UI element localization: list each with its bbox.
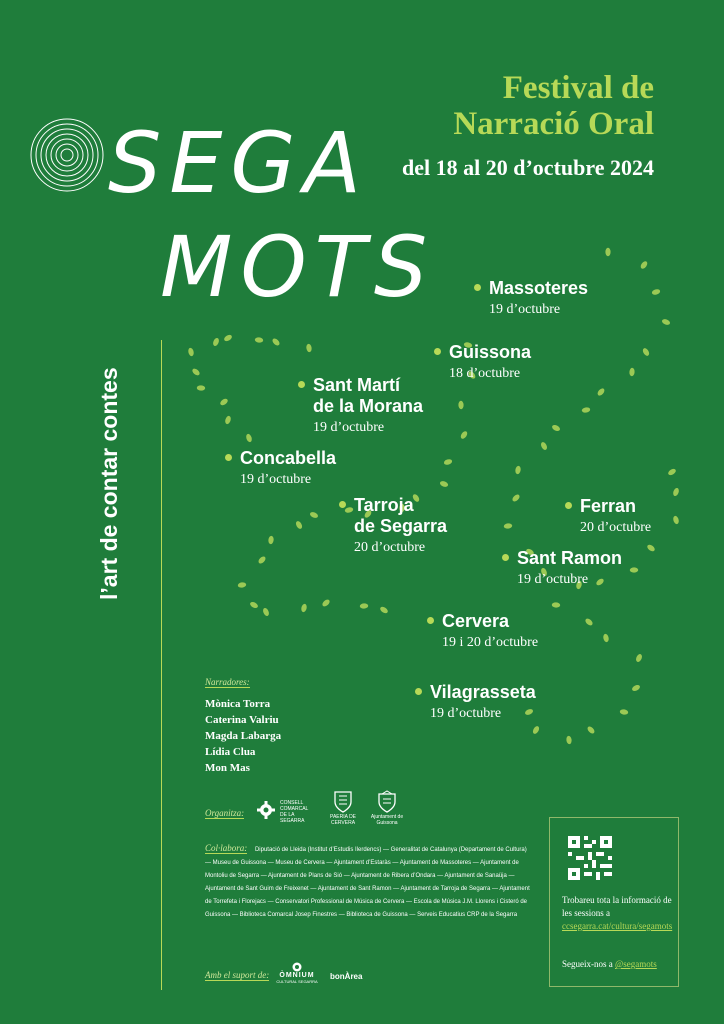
- location-massoteres: [489, 278, 588, 319]
- collaborators: [205, 842, 530, 922]
- qr-code-icon[interactable]: [568, 836, 612, 880]
- footprint: [515, 465, 522, 474]
- location-name: Sant Martí: [313, 375, 401, 395]
- location-sant-marti: [313, 375, 423, 437]
- location-dot: [225, 454, 232, 461]
- org-paeria-cervera: [323, 790, 363, 826]
- shield-logo-icon: [333, 790, 353, 814]
- follow-text: Segueix-nos a: [562, 959, 613, 969]
- festival-title-line1: Festival de: [502, 70, 654, 106]
- location-date: 20 d’octubre: [354, 540, 426, 555]
- location-date: 18 d’octubre: [449, 366, 521, 381]
- footprint: [459, 430, 468, 440]
- footprint: [257, 555, 267, 565]
- footprint: [639, 260, 648, 270]
- footprint: [566, 736, 572, 745]
- footprint: [511, 493, 521, 503]
- footprint: [237, 582, 246, 588]
- location-name: Tarroja: [354, 495, 414, 515]
- footprint: [586, 725, 596, 735]
- footprint: [552, 602, 561, 608]
- footprint: [584, 617, 594, 626]
- footprint: [642, 347, 651, 357]
- location-date: 19 d’octubre: [430, 706, 502, 721]
- footprint: [667, 468, 677, 477]
- footprint: [603, 633, 610, 642]
- footprint: [301, 603, 308, 612]
- location-date: 19 d’octubre: [240, 472, 312, 487]
- location-date: 19 d’octubre: [489, 302, 561, 317]
- omnium-logo-icon: [292, 962, 302, 972]
- shield-logo-icon: [377, 790, 397, 814]
- narrador-name: Mònica Torra: [205, 698, 271, 710]
- location-vilagrasseta: [430, 682, 536, 723]
- info-link[interactable]: ccsegarra.cat/cultura/segamots: [562, 921, 673, 931]
- footprint: [630, 567, 638, 572]
- footprint: [212, 337, 220, 347]
- footprint: [262, 607, 270, 617]
- info-text: Trobareu tota la informació de les sessions a: [562, 895, 672, 918]
- footprint: [191, 367, 201, 376]
- footprint: [629, 368, 635, 377]
- location-dot: [565, 502, 572, 509]
- footprint: [651, 288, 661, 295]
- footprint: [306, 343, 312, 352]
- social-handle-link[interactable]: @segamots: [615, 959, 657, 969]
- location-cervera: [442, 611, 538, 652]
- location-name: Ferran: [580, 496, 637, 516]
- omnium-name: ÒMNIUM: [279, 972, 315, 979]
- festival-dates: del 18 al 20 d’octubre 2024: [402, 155, 654, 180]
- location-name: Vilagrasseta: [430, 682, 536, 702]
- footprint: [321, 598, 331, 607]
- footprint: [245, 433, 253, 443]
- footprint: [360, 603, 369, 609]
- footprint: [249, 601, 259, 610]
- footprint: [439, 480, 449, 488]
- location-ferran: [580, 496, 651, 537]
- organitza-label: Organitza:: [205, 808, 245, 818]
- footprint: [619, 709, 628, 715]
- footprint: [224, 415, 232, 425]
- org-ajuntament-guissona: [369, 790, 405, 826]
- narradores-label: Narradores:: [205, 677, 250, 687]
- footprint: [344, 507, 353, 514]
- footprint: [635, 653, 643, 663]
- footprint: [197, 385, 206, 390]
- narrador-name: Caterina Valriu: [205, 714, 279, 726]
- location-date: 20 d’octubre: [580, 520, 652, 535]
- location-sant-ramon: [517, 548, 622, 589]
- location-tarroja: [354, 495, 447, 557]
- footprint: [268, 535, 274, 544]
- location-date: 19 d’octubre: [517, 572, 589, 587]
- festival-title: [453, 70, 654, 142]
- footprint: [443, 458, 453, 466]
- footprint: [219, 397, 229, 406]
- footprint: [551, 424, 561, 432]
- org-name: Ajuntament de Guissona: [370, 814, 404, 826]
- org-name: PAERIA DE CERVERA: [329, 814, 357, 826]
- location-guissona: [449, 342, 531, 383]
- suport-label: Amb el suport de:: [205, 970, 270, 980]
- narrador-name: Mon Mas: [205, 762, 250, 774]
- footprint: [504, 523, 513, 529]
- festival-title-line2: Narració Oral: [453, 106, 654, 142]
- footprint: [458, 401, 463, 410]
- sponsor-bonarea: bonÀrea: [330, 972, 363, 981]
- footprint: [581, 407, 590, 414]
- location-name-line2: de la Morana: [313, 396, 424, 416]
- location-concabella: [240, 448, 336, 489]
- footprint: [309, 511, 319, 519]
- logo-sega: SEGA: [108, 114, 369, 212]
- footprint: [379, 605, 389, 614]
- footprint: [661, 318, 671, 326]
- gear-logo-icon: [256, 800, 276, 820]
- footprint: [672, 487, 680, 497]
- location-name: Sant Ramon: [517, 548, 623, 568]
- narrador-name: Magda Labarga: [205, 730, 282, 742]
- location-name-line2: de Segarra: [354, 516, 448, 536]
- narrador-name: Lídia Clua: [205, 746, 256, 758]
- location-dot: [339, 501, 346, 508]
- location-name: Massoteres: [489, 278, 589, 298]
- location-date: 19 i 20 d’octubre: [442, 635, 539, 650]
- location-name: Concabella: [240, 448, 337, 468]
- location-name: Guissona: [449, 342, 532, 362]
- footprint: [187, 347, 194, 356]
- location-dot: [474, 284, 481, 291]
- col-labora-label: Col·labora:: [205, 843, 248, 853]
- org-consell-comarcal: [256, 800, 312, 824]
- footprint: [672, 515, 679, 525]
- divider-line: [161, 340, 162, 990]
- tagline: l’art de contar contes: [96, 367, 122, 600]
- footprint: [631, 684, 641, 693]
- footprint: [295, 520, 304, 530]
- location-name: Cervera: [442, 611, 510, 631]
- omnium-sub: CULTURAL SEGARRA: [276, 979, 318, 984]
- sponsor-omnium: [276, 962, 318, 985]
- footprint: [255, 337, 264, 343]
- location-dot: [434, 348, 441, 355]
- location-date: 19 d’octubre: [313, 420, 385, 435]
- footprint: [532, 725, 541, 735]
- logo-mots: MOTS: [160, 218, 436, 316]
- location-dot: [415, 688, 422, 695]
- footprint: [605, 248, 610, 256]
- location-dot: [298, 381, 305, 388]
- footprint: [646, 543, 656, 552]
- location-dot: [427, 617, 434, 624]
- footprint: [271, 337, 281, 347]
- footprint: [540, 441, 548, 451]
- info-box: [549, 817, 679, 987]
- collaborators-list: Diputació de Lleida (Institut d’Estudis Ilerdencs) — Generalitat de Catalunya (Departament de Cultura) — Museu de Guissona — Museu de Cervera — Ajuntament d’Estaràs — Ajuntament de Massoteres — Ajuntament de Montoliu de Segarra — Ajuntament de Plans de Sió — Ajuntament de Ribera d’Ondara — Ajuntament de Sanaüja — Ajuntament de Sant Guim de Freixenet — Ajuntament de Sant Ramon — Ajuntament de Tarroja de Segarra — Ajuntament de Torrefeta i Florejacs — Conservatori Professional de Música de Cervera — Escola de Música J.M. Llorens i Cisteró de Guissona — Biblioteca Comarcal Josep Finestres — Biblioteca de Guissona — Serveis Educatius CRP de la Segarra: [205, 847, 530, 918]
- org-name: CONSELL COMARCAL DE LA SEGARRA: [280, 800, 309, 824]
- footprint: [596, 387, 605, 397]
- footprint: [223, 334, 233, 343]
- narradores: [205, 672, 281, 776]
- spiral-logo-icon: [27, 115, 107, 195]
- location-dot: [502, 554, 509, 561]
